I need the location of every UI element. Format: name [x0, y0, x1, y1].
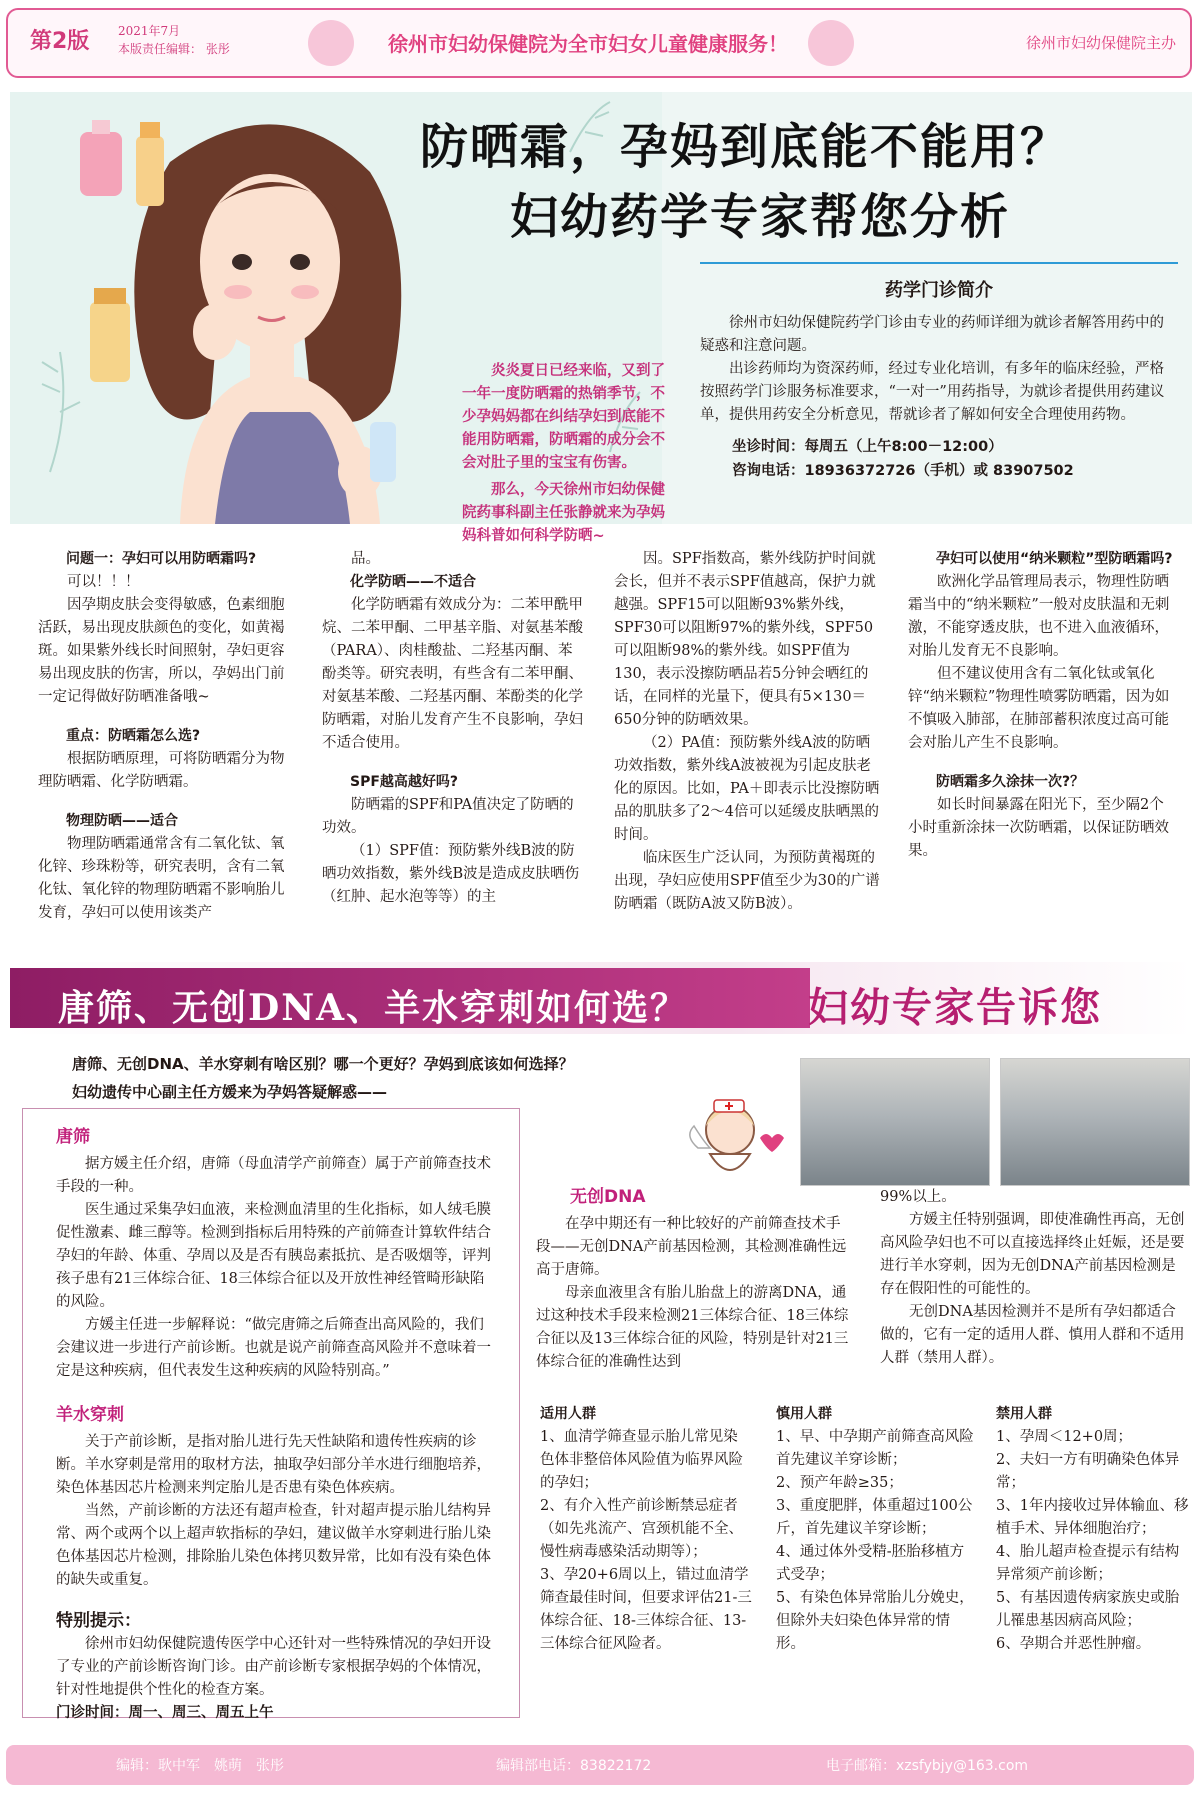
paragraph: 但不建议使用含有二氧化钛或氧化锌“纳米颗粒”物理性喷雾防晒霜，因为如不慎吸入肺部，在肺部蓄积浓度过高可能会对胎儿产生不良影响。	[908, 666, 1170, 751]
yangshui-section	[56, 1404, 496, 1592]
section-title: 无创DNA	[570, 1187, 646, 1207]
list-title: 慎用人群	[776, 1406, 832, 1422]
article1-intro	[462, 360, 672, 548]
article1-column-4	[908, 548, 1178, 863]
article2-title: 唐筛、无创DNA、羊水穿刺如何选？	[58, 987, 689, 1029]
list-item: 3、1年内接收过异体输血、移植手术、异体细胞治疗；	[996, 1498, 1189, 1537]
wuchuang-section	[536, 1186, 850, 1374]
paragraph: 方媛主任特别强调，即使准确性再高，无创高风险孕妇也不可以直接选择终止妊娠，还是要进行羊水穿刺，因为无创DNA产前基因检测是存在假阳性的可能性的。	[880, 1212, 1185, 1297]
paragraph: 化学防晒霜有效成分为：二苯甲酰甲烷、二苯甲酮、二甲基辛脂、对氨基苯酸（PARA）、肉桂酸盐、二羟基丙酮、苯酚类等。研究表明，有些含有二苯甲酮、对氨基苯酸、二羟基丙酮、苯酚类的化学防晒霜，对胎儿发育产生不良影响，孕妇不适合使用。	[322, 597, 583, 751]
paragraph: 可以！！！	[67, 574, 140, 590]
article1-title-line2: 妇幼药学专家帮您分析	[510, 189, 1011, 245]
section-heading: 化学防晒——不适合	[350, 574, 476, 590]
special-notice	[56, 1610, 496, 1725]
paragraph: 当然，产前诊断的方法还有超声检查，针对超声提示胎儿结构异常、两个或两个以上超声软指标的孕妇，建议做羊水穿刺进行胎儿染色体基因芯片检测，排除胎儿染色体拷贝数异常，比如有没有染色体的缺失或重复。	[56, 1503, 491, 1588]
paragraph: 方媛主任进一步解释说：“做完唐筛之后筛查出高风险的，我们会建议进一步进行产前诊断。也就是说产前筛查高风险并不意味着一定是这种疾病，但代表发生这种疾病的风险特别高。”	[56, 1317, 491, 1379]
footer-editors: 编辑：耿中军 姚萌 张彤	[116, 1758, 284, 1774]
issue-date: 2021年7月	[118, 24, 181, 38]
list-item: 2、夫妇一方有明确染色体异常；	[996, 1452, 1180, 1491]
article1-column-3	[614, 548, 884, 916]
page-header	[6, 8, 1192, 78]
divider	[700, 262, 1178, 264]
paragraph: 医生通过采集孕妇血液，来检测血清里的生化指标，如人绒毛膜促性激素、雌三醇等。检测到指标后用特殊的产前筛查计算软件结合孕妇的年龄、体重、孕周以及是否有胰岛素抵抗、是否吸烟等，评判孩子患有21三体综合征、18三体综合征以及开放性神经管畸形缺陷的风险。	[56, 1202, 491, 1310]
list-item: 1、早、中孕期产前筛查高风险首先建议羊穿诊断；	[776, 1429, 974, 1468]
paragraph: 临床医生广泛认同，为预防黄褐斑的出现，孕妇应使用SPF值至少为30的广谱防晒霜（既防A波又防B波）。	[614, 850, 880, 912]
lead-line: 妇幼遗传中心副主任方媛来为孕妈答疑解惑——	[72, 1083, 388, 1101]
list-item: 4、胎儿超声检查提示有结构异常须产前诊断；	[996, 1544, 1180, 1583]
paragraph: 因。SPF指数高，紫外线防护时间就会长，但并不表示SPF值越高，保护力就越强。SPF15可以阻断93%紫外线，SPF30可以阻断97%的紫外线，SPF50可以阻断98%的紫外线。如SPF值为130，表示没擦防晒品若5分钟会晒红的话，在同样的光量下，便具有5×130＝650分钟的防晒效果。	[614, 551, 876, 728]
list-item: 1、血清学筛查显示胎儿常见染色体非整倍体风险值为临界风险的孕妇；	[540, 1429, 743, 1491]
clinic-time: 坐诊时间：每周五（上午8:00－12:00）	[732, 439, 1003, 455]
paragraph: 在孕中期还有一种比较好的产前筛查技术手段——无创DNA产前基因检测，其检测准确性远高于唐筛。	[536, 1216, 847, 1278]
paragraph: 母亲血液里含有胎儿胎盘上的游离DNA，通过这种技术手段来检测21三体综合征、18三体综合征以及13三体综合征的风险，特别是针对21三体综合征的准确性达到	[536, 1285, 849, 1370]
list-title: 禁用人群	[996, 1406, 1052, 1422]
list-item: 5、有染色体异常胎儿分娩史，但除外夫妇染色体异常的情形。	[776, 1590, 974, 1652]
list-item: 1、孕周＜12+0周；	[996, 1429, 1133, 1445]
paragraph: 据方媛主任介绍，唐筛（母血清学产前筛查）属于产前筛查技术手段的一种。	[56, 1156, 491, 1195]
paragraph: 99%以上。	[880, 1189, 956, 1205]
list-item: 4、通过体外受精-胚胎移植方式受孕；	[776, 1544, 965, 1583]
list-item: 2、有介入性产前诊断禁忌症者（如先兆流产、宫颈机能不全、慢性病毒感染活动期等）；	[540, 1498, 743, 1560]
pharmacy-clinic-box	[700, 262, 1178, 483]
list-item: 6、孕期合并恶性肿瘤。	[996, 1636, 1151, 1652]
paragraph: 品。	[351, 551, 380, 567]
paragraph: （2）PA值：预防紫外线A波的防晒功效指数，紫外线A波被视为引起皮肤老化的原因。比如，PA＋即表示比没擦防晒品的肌肤多了2～4倍可以延缓皮肤晒黑的时间。	[614, 735, 880, 843]
section-heading: 物理防晒——适合	[66, 813, 178, 829]
clinic-paragraph: 出诊药师均为资深药师，经过专业化培训，有多年的临床经验，严格按照药学门诊服务标准要求，“一对一”用药指导，为就诊者提供用药建议单，提供用药安全分析意见，帮就诊者了解如何安全合理使用药物。	[700, 361, 1165, 423]
header-slogan: 徐州市妇幼保健院为全市妇女儿童健康服务！	[388, 32, 788, 56]
header-meta	[118, 22, 230, 58]
caution-group	[776, 1403, 976, 1656]
article1-column-2	[322, 548, 584, 909]
section-heading: 防晒霜多久涂抹一次?？	[936, 774, 1085, 790]
clinic-phone: 咨询电话：18936372726（手机）或 83907502	[732, 463, 1074, 479]
section-heading: SPF越高越好吗?	[350, 774, 459, 790]
paragraph: 物理防晒霜通常含有二氧化钛、氧化锌、珍珠粉等，研究表明，含有二氧化钛、氧化锌的物理防晒霜不影响胎儿发育，孕妇可以使用该类产	[38, 836, 285, 921]
nurse-angel-icon	[680, 1086, 792, 1198]
mother-baby-icon	[308, 20, 354, 66]
tangshai-section	[56, 1126, 496, 1383]
list-item: 3、孕20+6周以上，错过血清学筛查最佳时间，但要求评估21-三体综合征、18-三体综合征、13-三体综合征风险者。	[540, 1567, 752, 1652]
section-heading: 重点：防晒霜怎么选?	[66, 728, 201, 744]
forbidden-group	[996, 1403, 1190, 1656]
paragraph: 欧洲化学品管理局表示，物理性防晒霜当中的“纳米颗粒”一般对皮肤温和无刺激，不能穿透皮肤，也不进入血液循环，对胎儿发育无不良影响。	[908, 574, 1170, 659]
intro-paragraph: 炎炎夏日已经来临，又到了一年一度防晒霜的热销季节，不少孕妈妈都在纠结孕妇到底能不能用防晒霜，防晒霜的成分会不会对肚子里的宝宝有伤害。	[462, 363, 665, 471]
paragraph: 因孕期皮肤会变得敏感，色素细胞活跃，易出现皮肤颜色的变化，如黄褐斑。如果紫外线长时间照射，孕妇更容易出现皮肤的伤害，所以，孕妈出门前一定记得做好防晒准备哦~	[38, 597, 285, 705]
paragraph: （1）SPF值：预防紫外线B波的防晒功效指数，紫外线B波是造成皮肤晒伤（红肿、起水泡等等）的主	[322, 843, 580, 905]
page-footer	[6, 1745, 1194, 1785]
paragraph: 防晒霜的SPF和PA值决定了防晒的功效。	[322, 797, 574, 836]
paragraph: 徐州市妇幼保健院遗传医学中心还针对一些特殊情况的孕妇开设了专业的产前诊断咨询门诊。由产前诊断专家根据孕妈的个体情况，针对性地提供个性化的检查方案。	[56, 1636, 491, 1698]
section-heading: 孕妇可以使用“纳米颗粒”型防晒霜吗?	[936, 551, 1173, 567]
footer-email: 电子邮箱：xzsfybjy@163.com	[826, 1758, 1029, 1774]
article2-lead	[72, 1050, 574, 1106]
intro-paragraph: 那么，今天徐州市妇幼保健院药事科副主任张静就来为孕妈妈科普如何科学防晒~	[462, 482, 665, 544]
edition-number: 第2版	[30, 29, 90, 54]
paragraph: 关于产前诊断，是指对胎儿进行先天性缺陷和遗传性疾病的诊断。羊水穿刺是常用的取材方法，抽取孕妇部分羊水进行细胞培养，染色体基因芯片检测来判定胎儿是否患有染色体疾病。	[56, 1434, 491, 1496]
section-title: 唐筛	[56, 1127, 90, 1147]
header-sponsor: 徐州市妇幼保健院主办	[1025, 34, 1176, 52]
lab-photos	[800, 1058, 1192, 1188]
section-title: 特别提示：	[56, 1611, 141, 1631]
article1-column-1	[38, 548, 298, 925]
lab-photo	[1000, 1058, 1190, 1186]
responsible-editor: 本版责任编辑： 张彤	[118, 42, 230, 56]
article1-title-line1: 防晒霜，孕妈到底能不能用？	[420, 119, 1071, 175]
list-item: 5、有基因遗传病家族史或胎儿罹患基因病高风险；	[996, 1590, 1180, 1629]
section-title: 羊水穿刺	[56, 1405, 124, 1425]
footer-phone: 编辑部电话：83822172	[496, 1758, 652, 1774]
article2-subtitle: 妇幼专家告诉您	[808, 984, 1102, 1031]
section-heading: 问题一：孕妇可以用防晒霜吗?	[66, 551, 257, 567]
paragraph: 如长时间暴露在阳光下，至少隔2个小时重新涂抹一次防晒霜，以保证防晒效果。	[908, 797, 1169, 859]
clinic-paragraph: 徐州市妇幼保健院药学门诊由专业的药师详细为就诊者解答用药中的疑惑和注意问题。	[700, 315, 1164, 354]
wuchuang-section-cont	[880, 1186, 1186, 1370]
clinic-title: 药学门诊简介	[885, 280, 993, 301]
mother-baby-icon	[808, 20, 854, 66]
list-title: 适用人群	[540, 1406, 596, 1422]
list-item: 3、重度肥胖，体重超过100公斤，首先建议羊穿诊断；	[776, 1498, 973, 1537]
clinic-time: 门诊时间：周一、周三、周五上午	[56, 1705, 274, 1721]
lab-photo	[800, 1058, 990, 1186]
paragraph: 根据防晒原理，可将防晒霜分为物理防晒霜、化学防晒霜。	[38, 751, 285, 790]
list-item: 2、预产年龄≥35；	[776, 1475, 903, 1491]
suitable-group	[540, 1403, 752, 1656]
lead-line: 唐筛、无创DNA、羊水穿刺有啥区别？哪一个更好？孕妈到底该如何选择？	[72, 1055, 574, 1073]
paragraph: 无创DNA基因检测并不是所有孕妇都适合做的，它有一定的适用人群、慎用人群和不适用人群（禁用人群）。	[880, 1304, 1185, 1366]
